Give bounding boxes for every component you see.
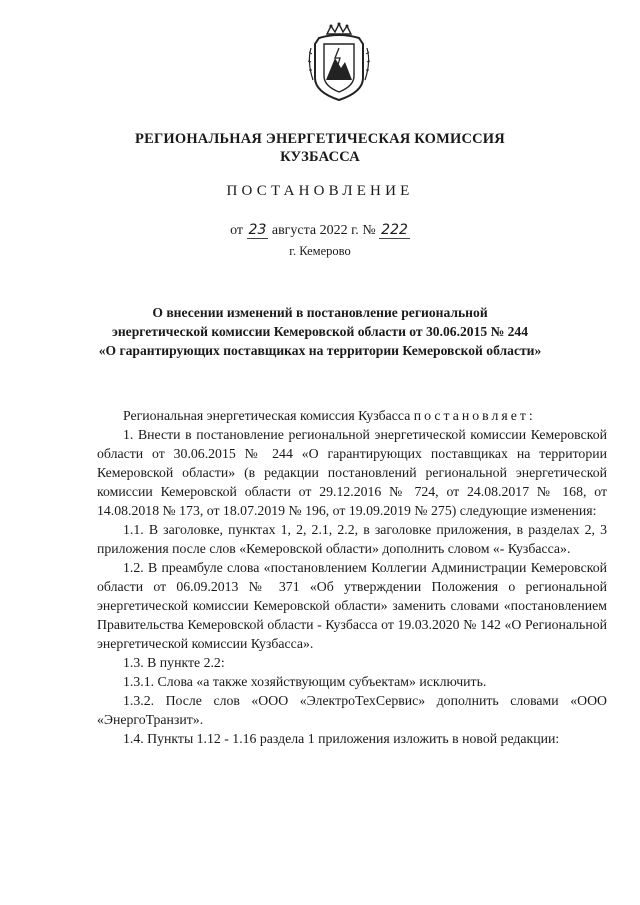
org-name-line1: РЕГИОНАЛЬНАЯ ЭНЕРГЕТИЧЕСКАЯ КОМИССИЯ (135, 131, 505, 147)
subject-line2: энергетической комиссии Кемеровской области от 30.06.2015 № 244 (111, 324, 529, 339)
document-body (97, 406, 607, 748)
date-number-line (0, 222, 640, 239)
subject-line3: «О гарантирующих поставщиках на территории Кемеровской области» (98, 343, 542, 358)
city: г. Кемерово (289, 244, 351, 258)
date-prefix: от (230, 223, 244, 238)
date-day: 23 (248, 222, 267, 238)
paragraph-1-3: 1.3. В пункте 2.2: (123, 655, 225, 670)
paragraph-1-3-1: 1.3.1. Слова «а также хозяйствующим субъектам» исключить. (123, 674, 487, 689)
number-sign: № (362, 223, 376, 238)
paragraph-1-1: 1.1. В заголовке, пунктах 1, 2, 2.1, 2.2, в заголовке приложения, в разделах 2, 3 приложения после слов «Кемеровской области» дополнить словом «- Кузбасса». (97, 522, 607, 556)
document-number: 222 (381, 222, 408, 238)
paragraph-1-2: 1.2. В преамбуле слова «постановлением Коллегии Администрации Кемеровской области от 06.09.2013 № 371 «Об утверждении Положения о региональной энергетической комиссии Кемеровской области» заменить словами «постановлением Правительства Кемеровской области - Кузбасса от 19.03.2020 № 142 «О Региональной энергетической комиссии Кузбасса». (97, 560, 607, 651)
paragraph-1-4: 1.4. Пункты 1.12 - 1.16 раздела 1 приложения изложить в новой редакции: (123, 731, 560, 746)
date-month-year: августа 2022 г. (271, 223, 359, 238)
org-name-line2: КУЗБАССА (280, 149, 360, 165)
intro-prefix: Региональная энергетическая комиссия Кузбасса (123, 408, 411, 423)
paragraph-1: 1. Внести в постановление региональной энергетической комиссии Кемеровской области от 30.06.2015 № 244 «О гарантирующих поставщиках на территории Кемеровской области» (в редакции постановлений региональной энергетической комиссии Кемеровской области от 29.12.2016 № 724, от 24.08.2017 № 168, от 14.08.2018 № 173, от 18.07.2019 № 196, от 19.09.2019 № 275) следующие изменения: (97, 427, 607, 518)
paragraph-1-3-2: 1.3.2. После слов «ООО «ЭлектроТехСервис» дополнить словами «ООО «ЭнергоТранзит». (97, 693, 607, 727)
intro-verb: постановляет: (413, 408, 536, 423)
intro-paragraph (97, 406, 607, 425)
document-type: ПОСТАНОВЛЕНИЕ (226, 183, 414, 199)
subject-line1: О внесении изменений в постановление региональной (152, 305, 488, 320)
coat-of-arms-icon (303, 22, 375, 104)
